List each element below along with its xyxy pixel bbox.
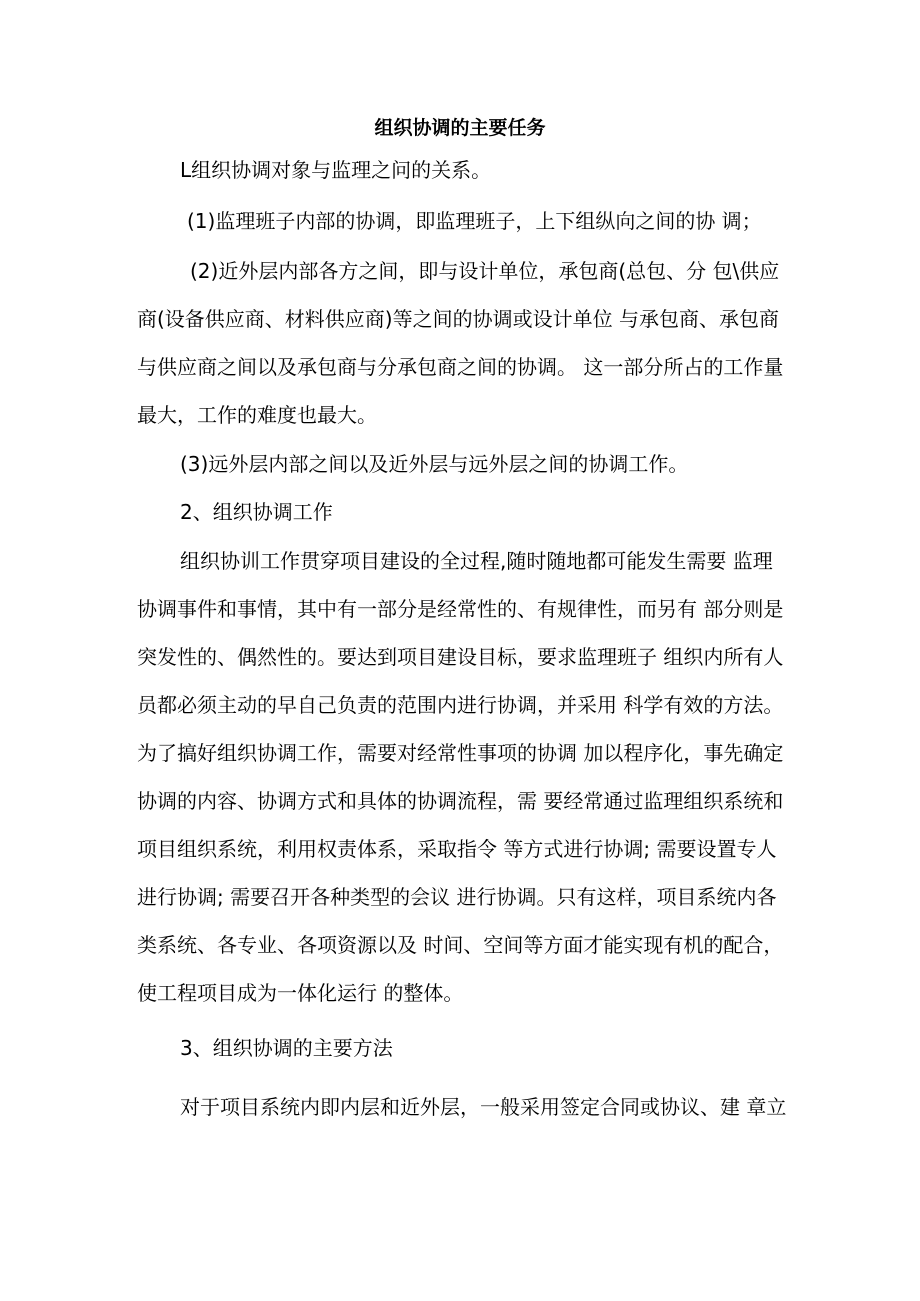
text-line: (3)远外层内部之间以及近外层与远外层之间的协调工作。	[180, 452, 689, 476]
text-line: 组织协训工作贯穿项目建设的全过程,随时随地都可能发生需要 监理	[180, 549, 773, 573]
text-line: 协调的内容、协调方式和具体的协调流程，需 要经常通过监理组织系统和	[137, 789, 784, 813]
text-line: 类系统、各专业、各项资源以及 时间、空间等方面才能实现有机的配合，	[137, 933, 784, 957]
text-line: 商(设备供应商、材料供应商)等之间的协调或设计单位 与承包商、承包商	[137, 307, 779, 331]
text-line: 员都必须主动的早自己负责的范围内进行协调，并采用 科学有效的方法。	[137, 693, 784, 717]
text-line: (2)近外层内部各方之间，即与设计单位，承包商(总包、分 包\供应	[190, 259, 780, 283]
section-heading: 2、组织协调工作	[180, 500, 333, 524]
text-line: 与供应商之间以及承包商与分承包商之间的协调。 这一部分所占的工作量	[137, 355, 784, 379]
text-line: 突发性的、偶然性的。要达到项目建设目标，要求监理班子 组织内所有人	[137, 645, 784, 669]
document-title: 组织协调的主要任务	[374, 117, 546, 139]
text-line: 项目组织系统，利用权责体系，采取指令 等方式进行协调; 需要设置专人	[137, 837, 777, 861]
text-line: 最大，工作的难度也最大。	[137, 403, 377, 427]
text-line: 协调事件和事情，其中有一部分是经常性的、有规律性，而另有 部分则是	[137, 597, 784, 621]
text-line: 对于项目系统内即内层和近外层，一般采用签定合同或协议、建 章立	[180, 1095, 787, 1119]
text-line: 进行协调; 需要召开各种类型的会议 进行协调。只有这样，项目系统内各	[137, 885, 777, 909]
section-heading: 3、组织协调的主要方法	[180, 1036, 393, 1060]
text-line: L组织协调对象与监理之问的关系。	[180, 158, 492, 182]
text-line: (1)监理班子内部的协调，即监理班子，上下组纵向之间的协 调；	[187, 209, 762, 233]
text-line: 为了搞好组织协调工作，需要对经常性事项的协调 加以程序化，事先确定	[137, 741, 784, 765]
text-line: 使工程项目成为一体化运行 的整体。	[137, 981, 464, 1005]
